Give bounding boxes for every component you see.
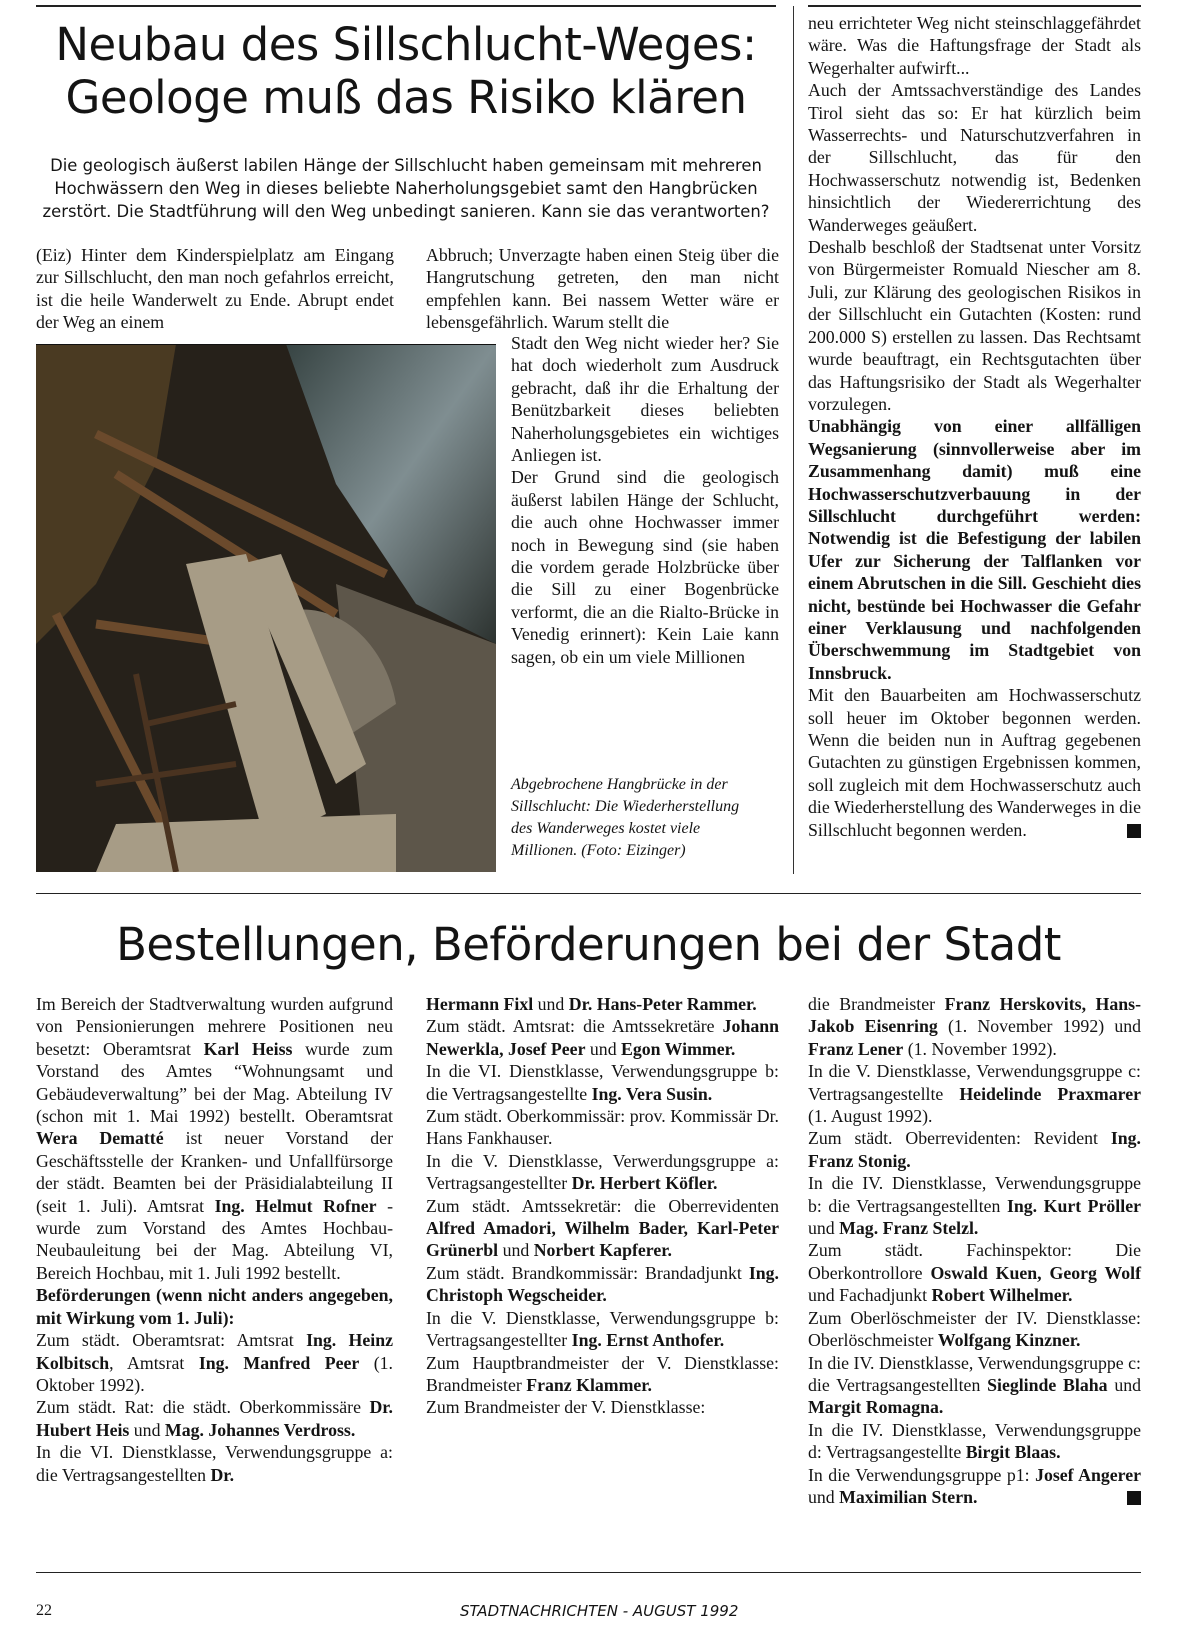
text-segment: Zum städt. Fachinspektor: Die Oberkontrollore: [808, 1240, 1141, 1283]
text-segment: Zum städt. Amtsrat: die Amtssekretäre: [426, 1016, 723, 1037]
article1-col3-p1: neu errichteter Weg nicht steinschlaggefährdet wäre. Was die Haftungsfrage der Stadt als Wegerhalter aufwirft...: [808, 13, 1141, 78]
text-segment: und: [1107, 1374, 1141, 1395]
person-name: Franz Lener: [808, 1038, 904, 1059]
article2-col3-p9: [808, 1464, 1141, 1509]
text-segment: und: [808, 1218, 840, 1239]
article1-col2-p1: Stadt den Weg nicht wieder her? Sie hat doch wiederholt zum Ausdruck gebracht, daß ihr die Erhaltung der Benützbarkeit dieses beliebten Naherholungsgebietes ein wichtiges Anliegen ist.: [511, 333, 779, 466]
person-name: Sieglinde Blaha: [987, 1374, 1108, 1395]
person-name: Robert Wilhelmer.: [931, 1285, 1073, 1306]
article2-col1-p2: [36, 1284, 393, 1329]
person-name: Ing. Helmut Rofner: [214, 1195, 377, 1216]
text-segment: Im Bereich der Stadtverwaltung wurden aufgrund von Pensionierungen mehrere Positionen neu besetzt: Oberamtsrat: [36, 994, 393, 1059]
footer-rule: [36, 1572, 1141, 1573]
text-segment: Zum städt. Brandkommissär: Brandadjunkt: [426, 1262, 749, 1283]
article1-col2-top-text: Abbruch; Unverzagte haben einen Steig über die Hangrutschung getreten, den man nicht empfehlen kann. Bei nassem Wetter wäre er lebensgefährlich. Warum stellt die: [426, 245, 779, 333]
person-name: Norbert Kapferer.: [533, 1240, 672, 1261]
text-segment: - wurde zum Vorstand des Amtes Hochbau- Neubauleitung bei der Mag. Abteilung VI, Bereich Hochbau, mit 1. Juli 1992 bestellt.: [36, 1195, 393, 1283]
broken-bridge-image: [36, 344, 496, 872]
article2-col3-p8: [808, 1419, 1141, 1464]
article2-col3-p2: [808, 1060, 1141, 1127]
person-name: Ing. Kurt Pröller: [1006, 1195, 1141, 1216]
article1-col3-p4: [808, 415, 1141, 684]
page-number: 22: [36, 1602, 52, 1619]
headline-line-1: Neubau des Sillschlucht-Weges:: [55, 18, 757, 71]
text-segment: (1. November 1992) und: [937, 1016, 1141, 1037]
text-segment: und Fachadjunkt: [808, 1285, 932, 1306]
article1-col1: [36, 244, 394, 334]
person-name: Dr.: [210, 1464, 235, 1485]
text-segment: , Amtsrat: [109, 1352, 199, 1373]
publication-name: STADTNACHRICHTEN - AUGUST 1992: [460, 1602, 739, 1620]
text-segment: In die V. Dienstklasse, Verwendungsgruppe c: Vertragsangestellte: [808, 1061, 1141, 1104]
article1-col3: [808, 12, 1141, 841]
article2-col3-p4: [808, 1172, 1141, 1239]
text-segment: (1. November 1992).: [903, 1038, 1057, 1059]
article2-col3-p3: [808, 1127, 1141, 1172]
article2-col2-p2: [426, 1015, 779, 1060]
text-segment: und: [808, 1486, 840, 1507]
article1-col2-top: [426, 244, 779, 334]
end-mark-icon: [1127, 1491, 1141, 1505]
article2-col2-p8: [426, 1307, 779, 1352]
text-segment: In die V. Dienstklasse, Verwerdungsgruppe a: Vertragsangestellter: [426, 1150, 779, 1194]
text-segment: (1. Oktober 1992).: [36, 1352, 393, 1395]
article2-col1-p4: [36, 1396, 393, 1441]
article2-col3: [808, 993, 1141, 1508]
article2-col2-p3: [426, 1060, 779, 1105]
article2-col1: [36, 993, 393, 1486]
subheading: Beförderungen (wenn nicht anders angegeben, mit Wirkung vom 1. Juli):: [36, 1285, 393, 1328]
article1-lead: Die geologisch äußerst labilen Hänge der Sillschlucht haben gemeinsam mit mehreren Hochwässern den Weg in dieses beliebte Naherholungsgebiet samt den Hangbrücken zerstört. Die Stadtführung will den Weg unbedingt sanieren. Kann sie das verantworten?: [42, 156, 770, 221]
person-name: Alfred Amadori, Wilhelm Bader, Karl-Peter Grünerbl: [426, 1218, 779, 1261]
person-name: Johann Newerkla, Josef Peer: [426, 1016, 779, 1059]
article2-col2-p4: Zum städt. Oberkommissär: prov. Kommissär Dr. Hans Fankhauser.: [426, 1106, 779, 1149]
text-segment: Zum Oberlöschmeister der IV. Dienstklasse: Oberlöschmeister: [808, 1307, 1141, 1351]
text-segment: In die IV. Dienstklasse, Verwendungsgruppe c: die Vertragsangestellten: [808, 1352, 1141, 1395]
text-segment: Zum städt. Amtssekretär: die Oberrevidenten: [426, 1195, 779, 1216]
person-name: Heidelinde Praxmarer: [959, 1083, 1141, 1104]
person-name: Wera Dematté: [36, 1128, 164, 1149]
article2-col2-p1: [426, 993, 779, 1015]
person-name: Ing. Heinz Kolbitsch: [36, 1330, 393, 1373]
article2-headline: Bestellungen, Beförderungen bei der Stadt: [116, 918, 1061, 971]
article1-col3-p5: [808, 684, 1141, 841]
person-name: Franz Klammer.: [526, 1374, 653, 1395]
person-name: Ing. Ernst Anthofer.: [571, 1330, 725, 1351]
article1-col3-bold-text: Unabhängig von einer allfälligen Wegsanierung (sinnvollerweise aber im Zusammenhang damit) muß eine Hochwasserschutzverbauung in der Sillschlucht durchgeführt werden: Notwendig ist die Befestigung der labilen Ufer zur Sicherung der Talflanken vor einem Abrutschen in die Sill. Geschieht dies nicht, bestünde bei Hochwasser die Gefahr einer Verklausung und nachfolgenden Überschwemmung im Stadtgebiet von Innsbruck.: [808, 416, 1141, 683]
article1-col3-p2: Auch der Amtssachverständige des Landes Tirol sieht das so: Er hat kürzlich beim Wasserrechts- und Naturschutzverfahren in der Sillschlucht, das für den Hochwasserschutz notwendig ist, Bedenken hinsichtlich der Wiedererrichtung des Wanderweges geäußert.: [808, 80, 1141, 235]
top-rule-left: [36, 5, 776, 7]
person-name: Hermann Fixl: [426, 994, 534, 1014]
text-segment: In die VI. Dienstklasse, Verwendungsgruppe b: die Vertragsangestellte: [426, 1061, 779, 1104]
article2-col2-p7: [426, 1262, 779, 1307]
article2-col2-p6: [426, 1195, 779, 1262]
person-name: Mag. Franz Stelzl.: [839, 1218, 979, 1239]
person-name: Egon Wimmer.: [621, 1038, 736, 1059]
person-name: Maximilian Stern.: [839, 1486, 978, 1507]
text-segment: In die VI. Dienstklasse, Verwendungsgruppe a: die Vertragsangestellten: [36, 1442, 393, 1485]
article2-col1-p5: [36, 1441, 393, 1486]
text-segment: In die Verwendungsgruppe p1:: [808, 1464, 1036, 1485]
person-name: Karl Heiss: [203, 1038, 293, 1059]
article2-col1-p3: [36, 1329, 393, 1396]
text-segment: (1. August 1992).: [808, 1106, 933, 1127]
article2-col2-p10: Zum Brandmeister der V. Dienstklasse:: [426, 1397, 706, 1418]
article1-col3-p3: Deshalb beschloß der Stadtsenat unter Vorsitz von Bürgermeister Romuald Niescher am 8. Juli, zur Klärung des geologischen Risikos in der Sillschlucht ein Gutachten (Kosten: rund 200.000 S) erstellen zu lassen. Das Rechtsamt wurde beauftragt, ein Rechtsgutachten über das Haftungsrisiko der Stadt als Wegerhalter vorzulegen.: [808, 237, 1141, 414]
person-name: Margit Romagna.: [808, 1397, 944, 1418]
article2-col1-p1: [36, 993, 393, 1284]
person-name: Franz Herskovits, Hans-Jakob Eisenring: [808, 994, 1142, 1037]
end-mark-icon: [1127, 824, 1141, 838]
person-name: Ing. Vera Susin.: [591, 1083, 713, 1104]
article2-col2-p5: [426, 1150, 779, 1195]
text-segment: In die IV. Dienstklasse, Verwendungsgruppe d: Vertragsangestellte: [808, 1419, 1141, 1463]
article1-col2-right: [511, 332, 779, 668]
text-segment: wurde zum Vorstand des Amtes “Wohnungsamt und Gebäudeverwaltung” bei der Mag. Abteilung IV (schon mit 1. Mai 1992) bestellt. Oberamtsrat: [36, 1038, 393, 1127]
top-rule-right: [808, 5, 1141, 7]
article1-col3-p5-text: Mit den Bauarbeiten am Hochwasserschutz soll heuer im Oktober begonnen werden. Wenn die beiden nun in Auftrag gegebenen Gutachten zu günstigen Ergebnissen kommen, soll zugleich mit dem Hochwasserschutz auch die Wiederherstellung des Wanderweges in die Sillschlucht begonnen werden.: [808, 685, 1141, 840]
text-segment: In die IV. Dienstklasse, Verwendungsgruppe b: die Vertragsangestellten: [808, 1173, 1141, 1216]
column-divider-top: [793, 6, 794, 874]
person-name: Dr. Herbert Köfler.: [571, 1173, 718, 1194]
article-separator-rule: [36, 893, 1141, 894]
person-name: Birgit Blaas.: [965, 1442, 1061, 1463]
text-segment: und: [533, 994, 569, 1014]
photo-caption: Abgebrochene Hangbrücke in der Sillschlucht: Die Wiederherstellung des Wanderweges kostet viele Millionen. (Foto: Eizinger): [511, 776, 740, 859]
text-segment: Zum städt. Oberrevidenten: Revident: [808, 1128, 1111, 1149]
text-segment: und: [585, 1038, 622, 1059]
person-name: Ing. Manfred Peer: [198, 1352, 360, 1373]
article2-col3-p6: [808, 1307, 1141, 1352]
article2-col3-p5: [808, 1239, 1141, 1306]
text-segment: Zum Hauptbrandmeister der V. Dienstklasse: Brandmeister: [426, 1352, 779, 1395]
person-name: Ing. Christoph Wegscheider.: [426, 1262, 779, 1306]
headline-line-2: Geologe muß das Risiko klären: [65, 71, 747, 124]
article2-col3-p7: [808, 1352, 1141, 1419]
text-segment: die Brandmeister: [808, 994, 945, 1014]
text-segment: In die V. Dienstklasse, Verwendungsgruppe b: Vertragsangestellter: [426, 1307, 779, 1351]
person-name: Dr. Hubert Heis: [36, 1397, 393, 1440]
article2-col2: [426, 993, 779, 1419]
person-name: Wolfgang Kinzner.: [937, 1330, 1081, 1351]
person-name: Oswald Kuen, Georg Wolf: [930, 1262, 1141, 1283]
text-segment: ist neuer Vorstand der Geschäftsstelle der Kranken- und Unfallfürsorge der städt. Beamten bei der Präsidialabteilung II (seit 1. Juli). Amtsrat: [36, 1128, 393, 1216]
text-segment: Zum städt. Rat: die städt. Oberkommissäre: [36, 1397, 370, 1418]
article1-headline: [36, 18, 776, 124]
person-name: Josef Angerer: [1035, 1464, 1141, 1485]
text-segment: und: [498, 1240, 534, 1261]
article2-col3-p1: [808, 993, 1141, 1060]
text-segment: Zum städt. Oberamtsrat: Amtsrat: [36, 1330, 307, 1351]
article2-col2-p9: [426, 1352, 779, 1397]
article1-col2-p2: Der Grund sind die geologisch äußerst labilen Hänge der Schlucht, die auch ohne Hochwasser immer noch in Bewegung sind (sie haben die vordem gerade Holzbrücke über die Sill zu einer Bogenbrücke verformt, die an die Rialto-Brücke in Venedig erinnert): Kein Laie kann sagen, ob ein um viele Millionen: [511, 467, 779, 667]
article1-col1-text: (Eiz) Hinter dem Kinderspielplatz am Eingang zur Sillschlucht, den man noch gefahrlos erreicht, ist die heile Wanderwelt zu Ende. Abrupt endet der Weg an einem: [36, 245, 394, 333]
bridge-photo: [36, 344, 496, 872]
text-segment: und: [129, 1419, 165, 1440]
person-name: Ing. Franz Stonig.: [808, 1128, 1141, 1171]
person-name: Dr. Hans-Peter Rammer.: [568, 994, 757, 1014]
person-name: Mag. Johannes Verdross.: [164, 1419, 356, 1440]
